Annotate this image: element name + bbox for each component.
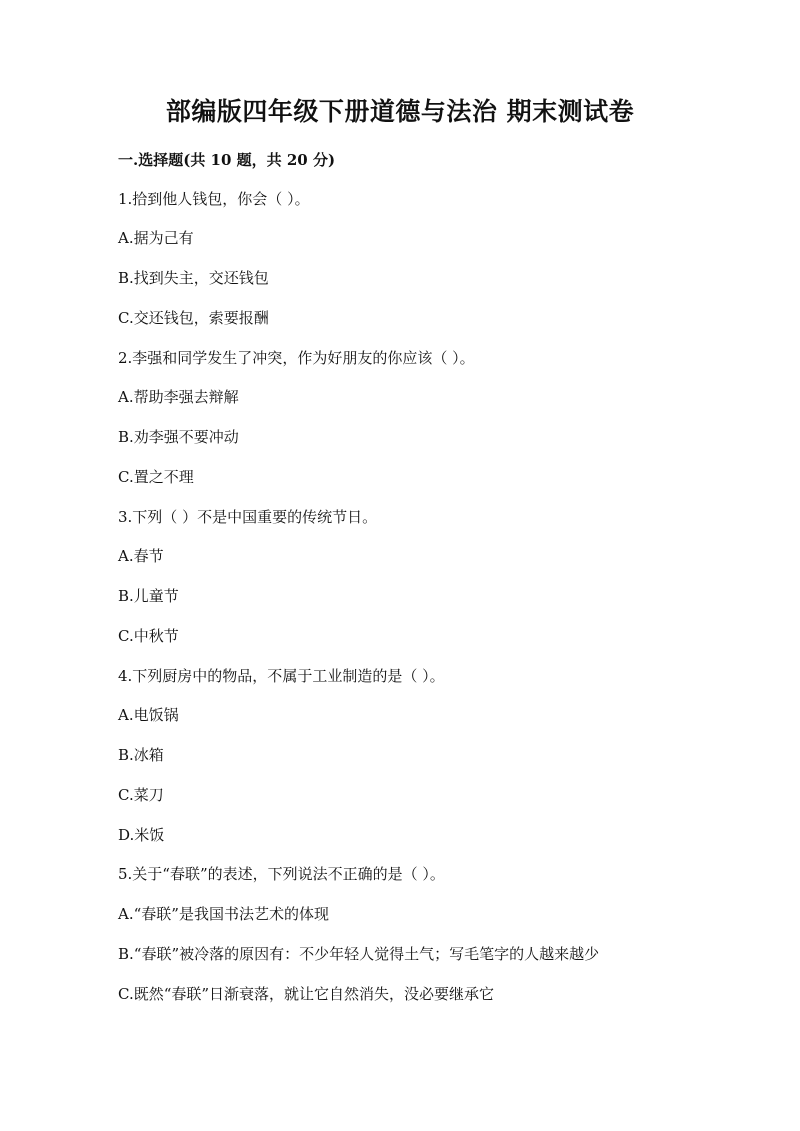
question-4-option-d: D.米饭 [118,826,165,844]
question-1-option-c: C.交还钱包，索要报酬 [118,309,269,327]
question-2: 2.李强和同学发生了冲突，作为好朋友的你应该（ ）。 [118,349,475,367]
question-1: 1.拾到他人钱包，你会（ ）。 [118,190,310,208]
question-4: 4.下列厨房中的物品，不属于工业制造的是（ ）。 [118,667,445,685]
question-5-option-c: C.既然“春联”日渐衰落，就让它自然消失，没必要继承它 [118,985,495,1003]
question-4-option-c: C.菜刀 [118,786,164,804]
question-1-option-b: B.找到失主，交还钱包 [118,269,269,287]
question-4-option-b: B.冰箱 [118,746,164,764]
document-title: 部编版四年级下册道德与法治 期末测试卷 [165,97,635,126]
question-3-option-c: C.中秋节 [118,627,179,645]
question-5-option-a: A.“春联”是我国书法艺术的体现 [118,905,329,923]
section-heading: 一.选择题(共 10 题，共 20 分) [118,151,336,169]
question-2-option-c: C.置之不理 [118,468,194,486]
question-3-option-b: B.儿童节 [118,587,179,605]
question-1-option-a: A.据为己有 [118,229,194,247]
question-3: 3.下列（ ）不是中国重要的传统节日。 [118,508,378,526]
question-3-option-a: A.春节 [118,547,164,565]
question-4-option-a: A.电饭锅 [118,706,179,724]
question-5-option-b: B.“春联”被冷落的原因有：不少年轻人觉得土气；写毛笔字的人越来越少 [118,945,600,963]
question-5: 5.关于“春联”的表述，下列说法不正确的是（ ）。 [118,865,445,883]
question-2-option-a: A.帮助李强去辩解 [118,388,239,406]
question-2-option-b: B.劝李强不要冲动 [118,428,239,446]
